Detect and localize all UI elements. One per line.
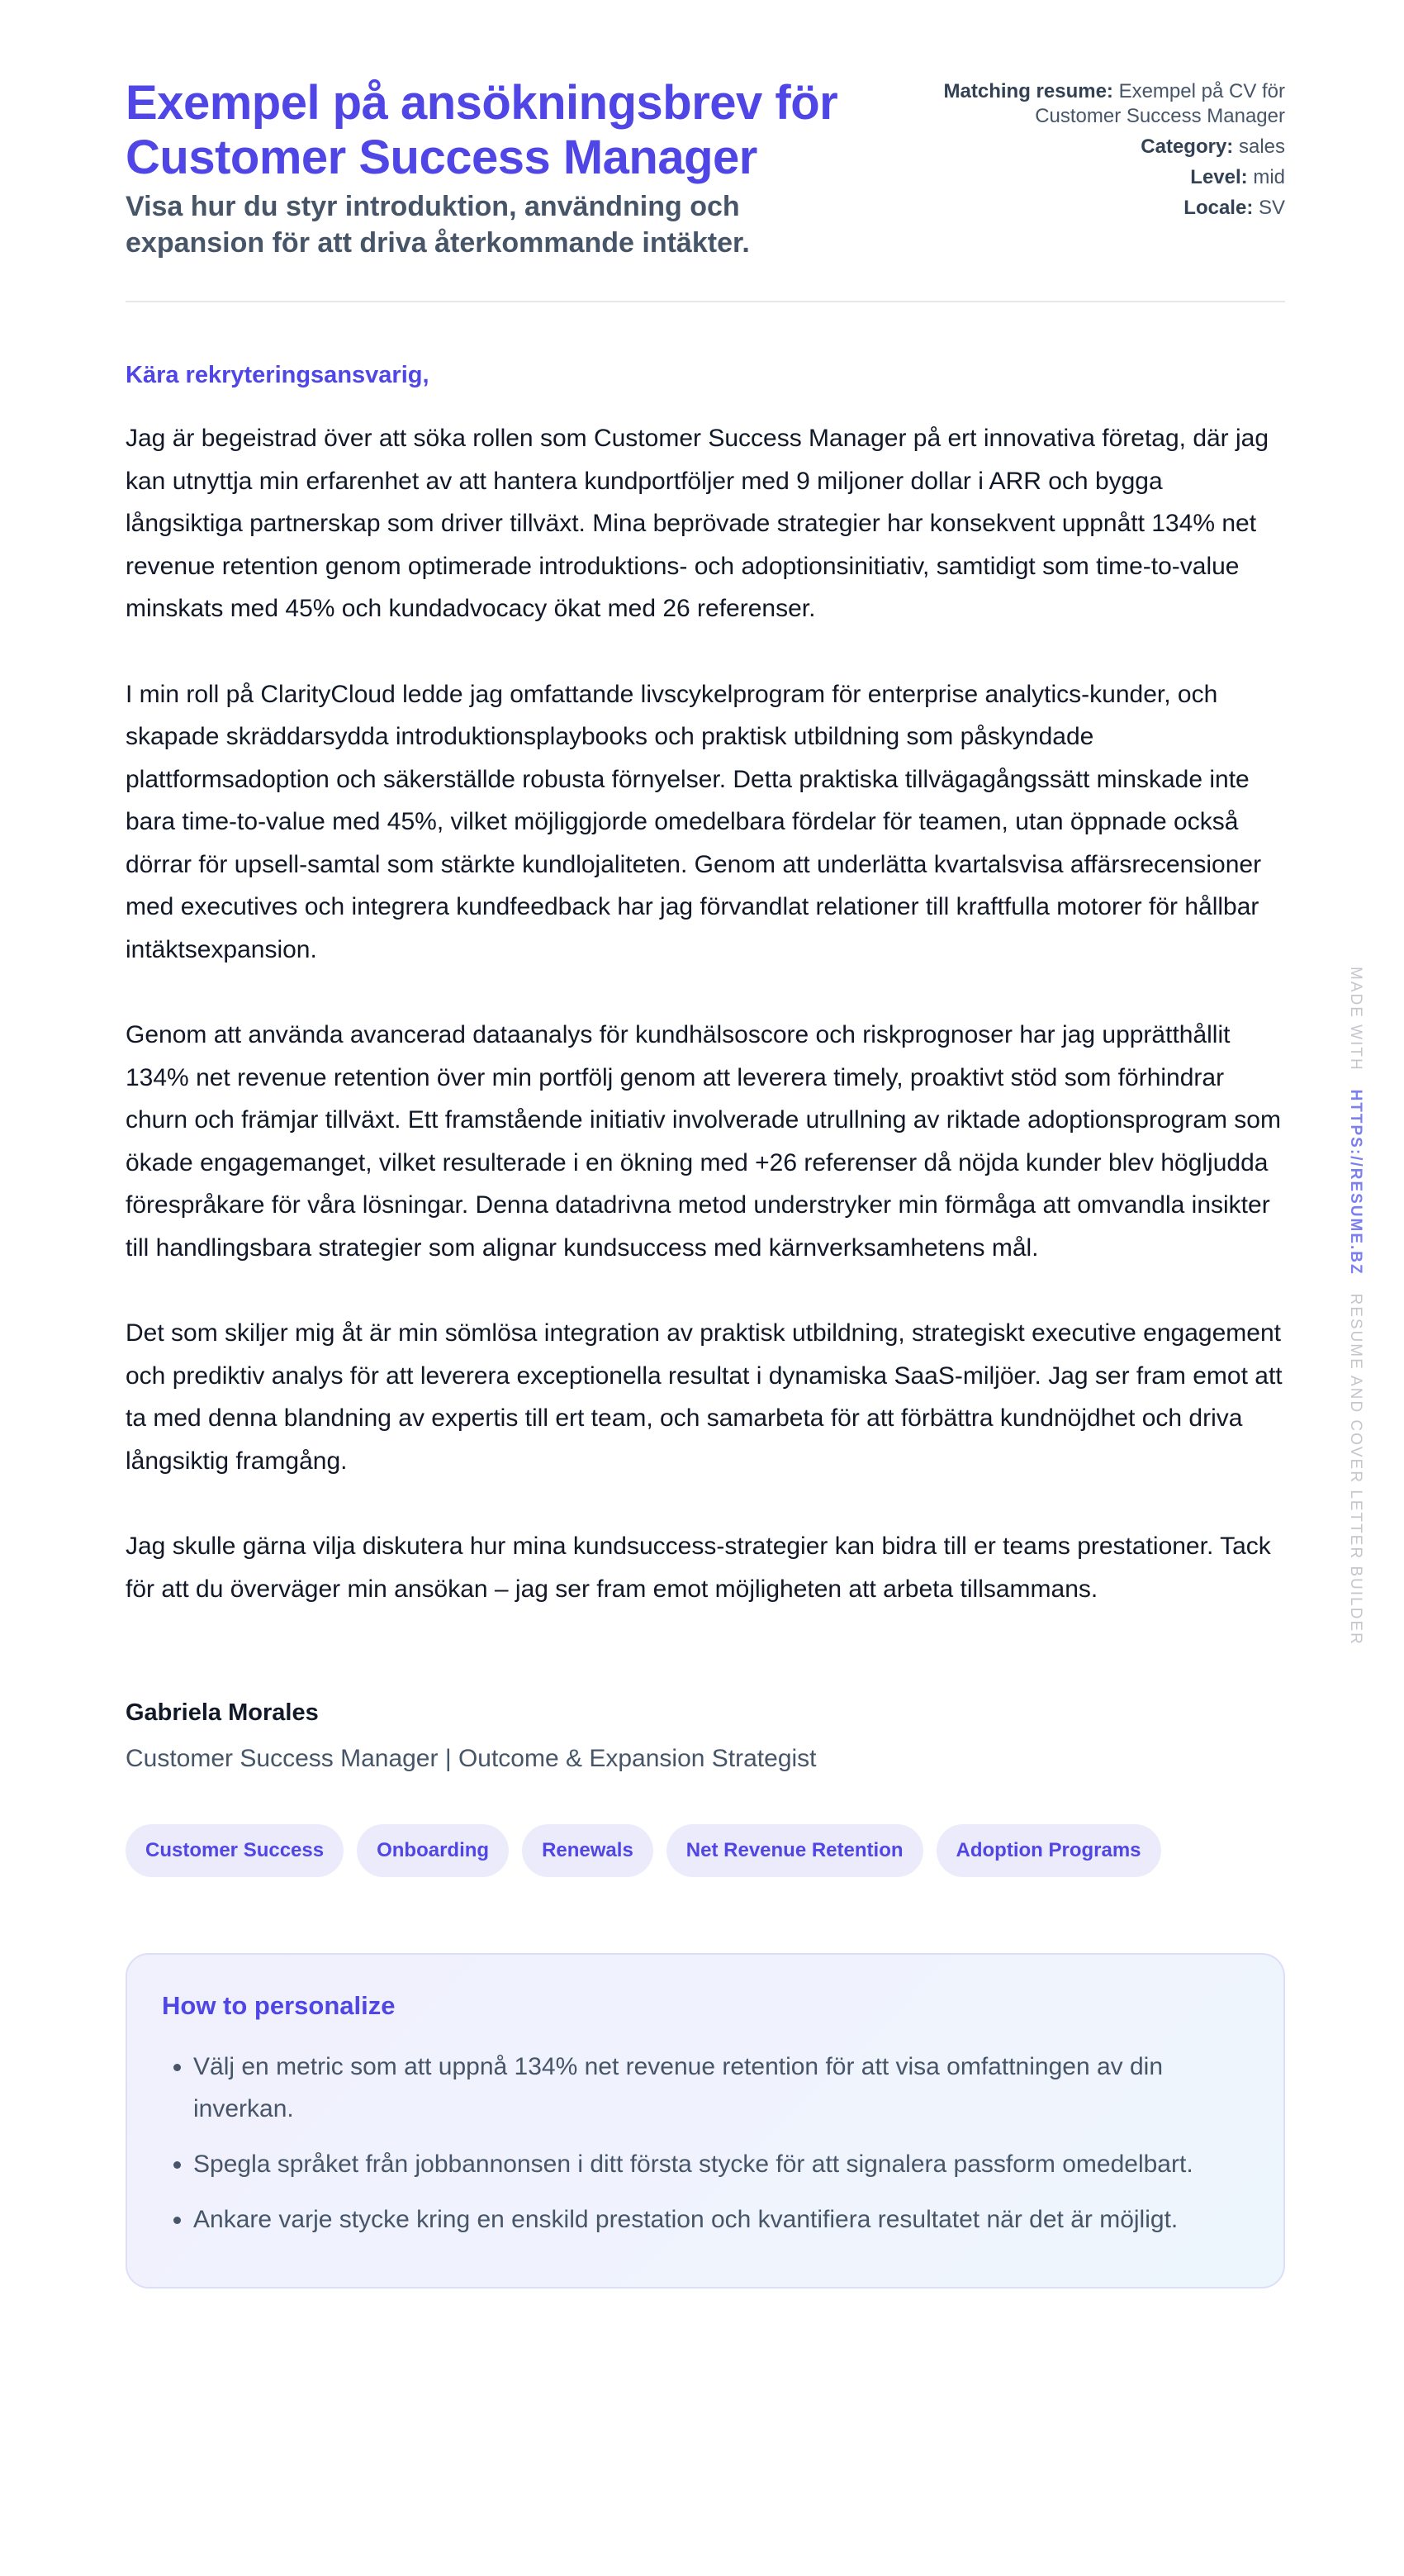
tip-item: • Ankare varje stycke kring en enskild prestation och kvantifiera resultatet när det är möjligt. [193, 2198, 1250, 2241]
watermark-link[interactable]: HTTPS://RESUME.BZ [1347, 1089, 1364, 1276]
letter-paragraph: Jag skulle gärna vilja diskutera hur mina kundsuccess-strategier kan bidra till er teams prestationer. Tack för att du överväger min ansökan – jag ser fram emot möjligheten att arbeta tillsammans. [126, 1533, 1271, 1603]
page-subtitle: Visa hur du styr introduktion, användning och expansion för att driva återkommande intäkter. [126, 191, 750, 259]
meta-matching-resume: Matching resume: Exempel på CV för Customer Success Manager [943, 80, 1285, 127]
greeting: Kära rekryteringsansvarig, [126, 362, 429, 388]
skill-tags [126, 1824, 1285, 1877]
tip-item: • Spegla språket från jobbannonsen i ditt första stycke för att signalera passform omedelbart. [193, 2143, 1250, 2185]
letter-paragraph: Genom att använda avancerad dataanalys för kundhälsoscore och riskprognoser har jag upprätthållit 134% net revenue retention över min portfölj genom att leverera timely, proaktivt stöd som förhindrar churn och främjar tillväxt. Ett framstående initiativ involverade utrullning av riktade adoptionsprogram som ökade engagemanget, vilket resulterade i en ökning med +26 referenser då nöjda kunder blev högljudda förespråkare för våra lösningar. Denna datadrivna metod understryker min förmåga att omvandla insikter till handlingsbara strategier som alignar kundsuccess med kärnverksamhetens mål. [126, 1021, 1281, 1262]
tip-item: • Välj en metric som att uppnå 134% net revenue retention för att visa omfattningen av din inverkan. [193, 2046, 1250, 2130]
skill-tag: Onboarding [357, 1824, 509, 1877]
page-header [126, 76, 1285, 261]
personalize-tips [126, 1953, 1285, 2288]
letter-paragraph: Jag är begeistrad över att söka rollen som Customer Success Manager på ert innovativa företag, där jag kan utnyttja min erfarenhet av att hantera kundportföljer med 9 miljoner dollar i ARR och bygga långsiktiga partnerskap som driver tillväxt. Mina beprövade strategier har konsekvent uppnått 134% net revenue retention genom optimerade introduktions- och adoptionsinitiativ, samtidigt som time-to-value minskats med 45% och kundadvocacy ökat med 26 referenser. [126, 425, 1269, 622]
page-title: Exempel på ansökningsbrev för Customer Success Manager [126, 76, 838, 184]
skill-tag: Net Revenue Retention [666, 1824, 923, 1877]
tips-list [162, 2046, 1250, 2241]
watermark: MADE WITH HTTPS://RESUME.BZ RESUME AND COVER LETTER BUILDER [1347, 967, 1364, 1646]
letter-paragraph: I min roll på ClarityCloud ledde jag omfattande livscykelprogram för enterprise analytics-kunder, och skapade skräddarsydda introduktionsplaybooks och praktisk utbildning som påskyndade plattformsadoption och säkerställde robusta förnyelser. Detta praktiska tillvägagångssätt minskade inte bara time-to-value med 45%, vilket möjliggjorde omedelbara fördelar för teamen, utan öppnade också dörrar för upsell-samtal som stärkte kundlojaliteten. Genom att underlätta kvartalsvisa affärsrecensioner med executives och integrera kundfeedback har jag förvandlat relationer till kraftfulla motorer för hållbar intäktsexpansion. [126, 680, 1262, 963]
meta-info [938, 79, 1285, 226]
meta-category: Category: sales [1141, 135, 1285, 158]
cover-letter-page [126, 76, 1285, 2288]
divider [126, 301, 1285, 302]
matching-resume-link[interactable]: Exempel på CV för Customer Success Manager [1035, 80, 1285, 127]
tips-title: How to personalize [162, 1991, 396, 2020]
signature-name: Gabriela Morales [126, 1699, 319, 1726]
letter-paragraph: Det som skiljer mig åt är min sömlösa integration av praktisk utbildning, strategiskt executive engagement och prediktiv analys för att leverera exceptionella resultat i dynamiska SaaS-miljöer. Jag ser fram emot att ta med denna blandning av expertis till ert team, och samarbeta för att förbättra kundnöjdhet och driva långsiktig framgång. [126, 1319, 1283, 1475]
skill-tag: Renewals [522, 1824, 653, 1877]
skill-tag: Customer Success [126, 1824, 344, 1877]
meta-locale: Locale: SV [1183, 197, 1285, 219]
signature-role: Customer Success Manager | Outcome & Expansion Strategist [126, 1745, 817, 1772]
skill-tag: Adoption Programs [937, 1824, 1161, 1877]
meta-level: Level: mid [1190, 166, 1285, 188]
